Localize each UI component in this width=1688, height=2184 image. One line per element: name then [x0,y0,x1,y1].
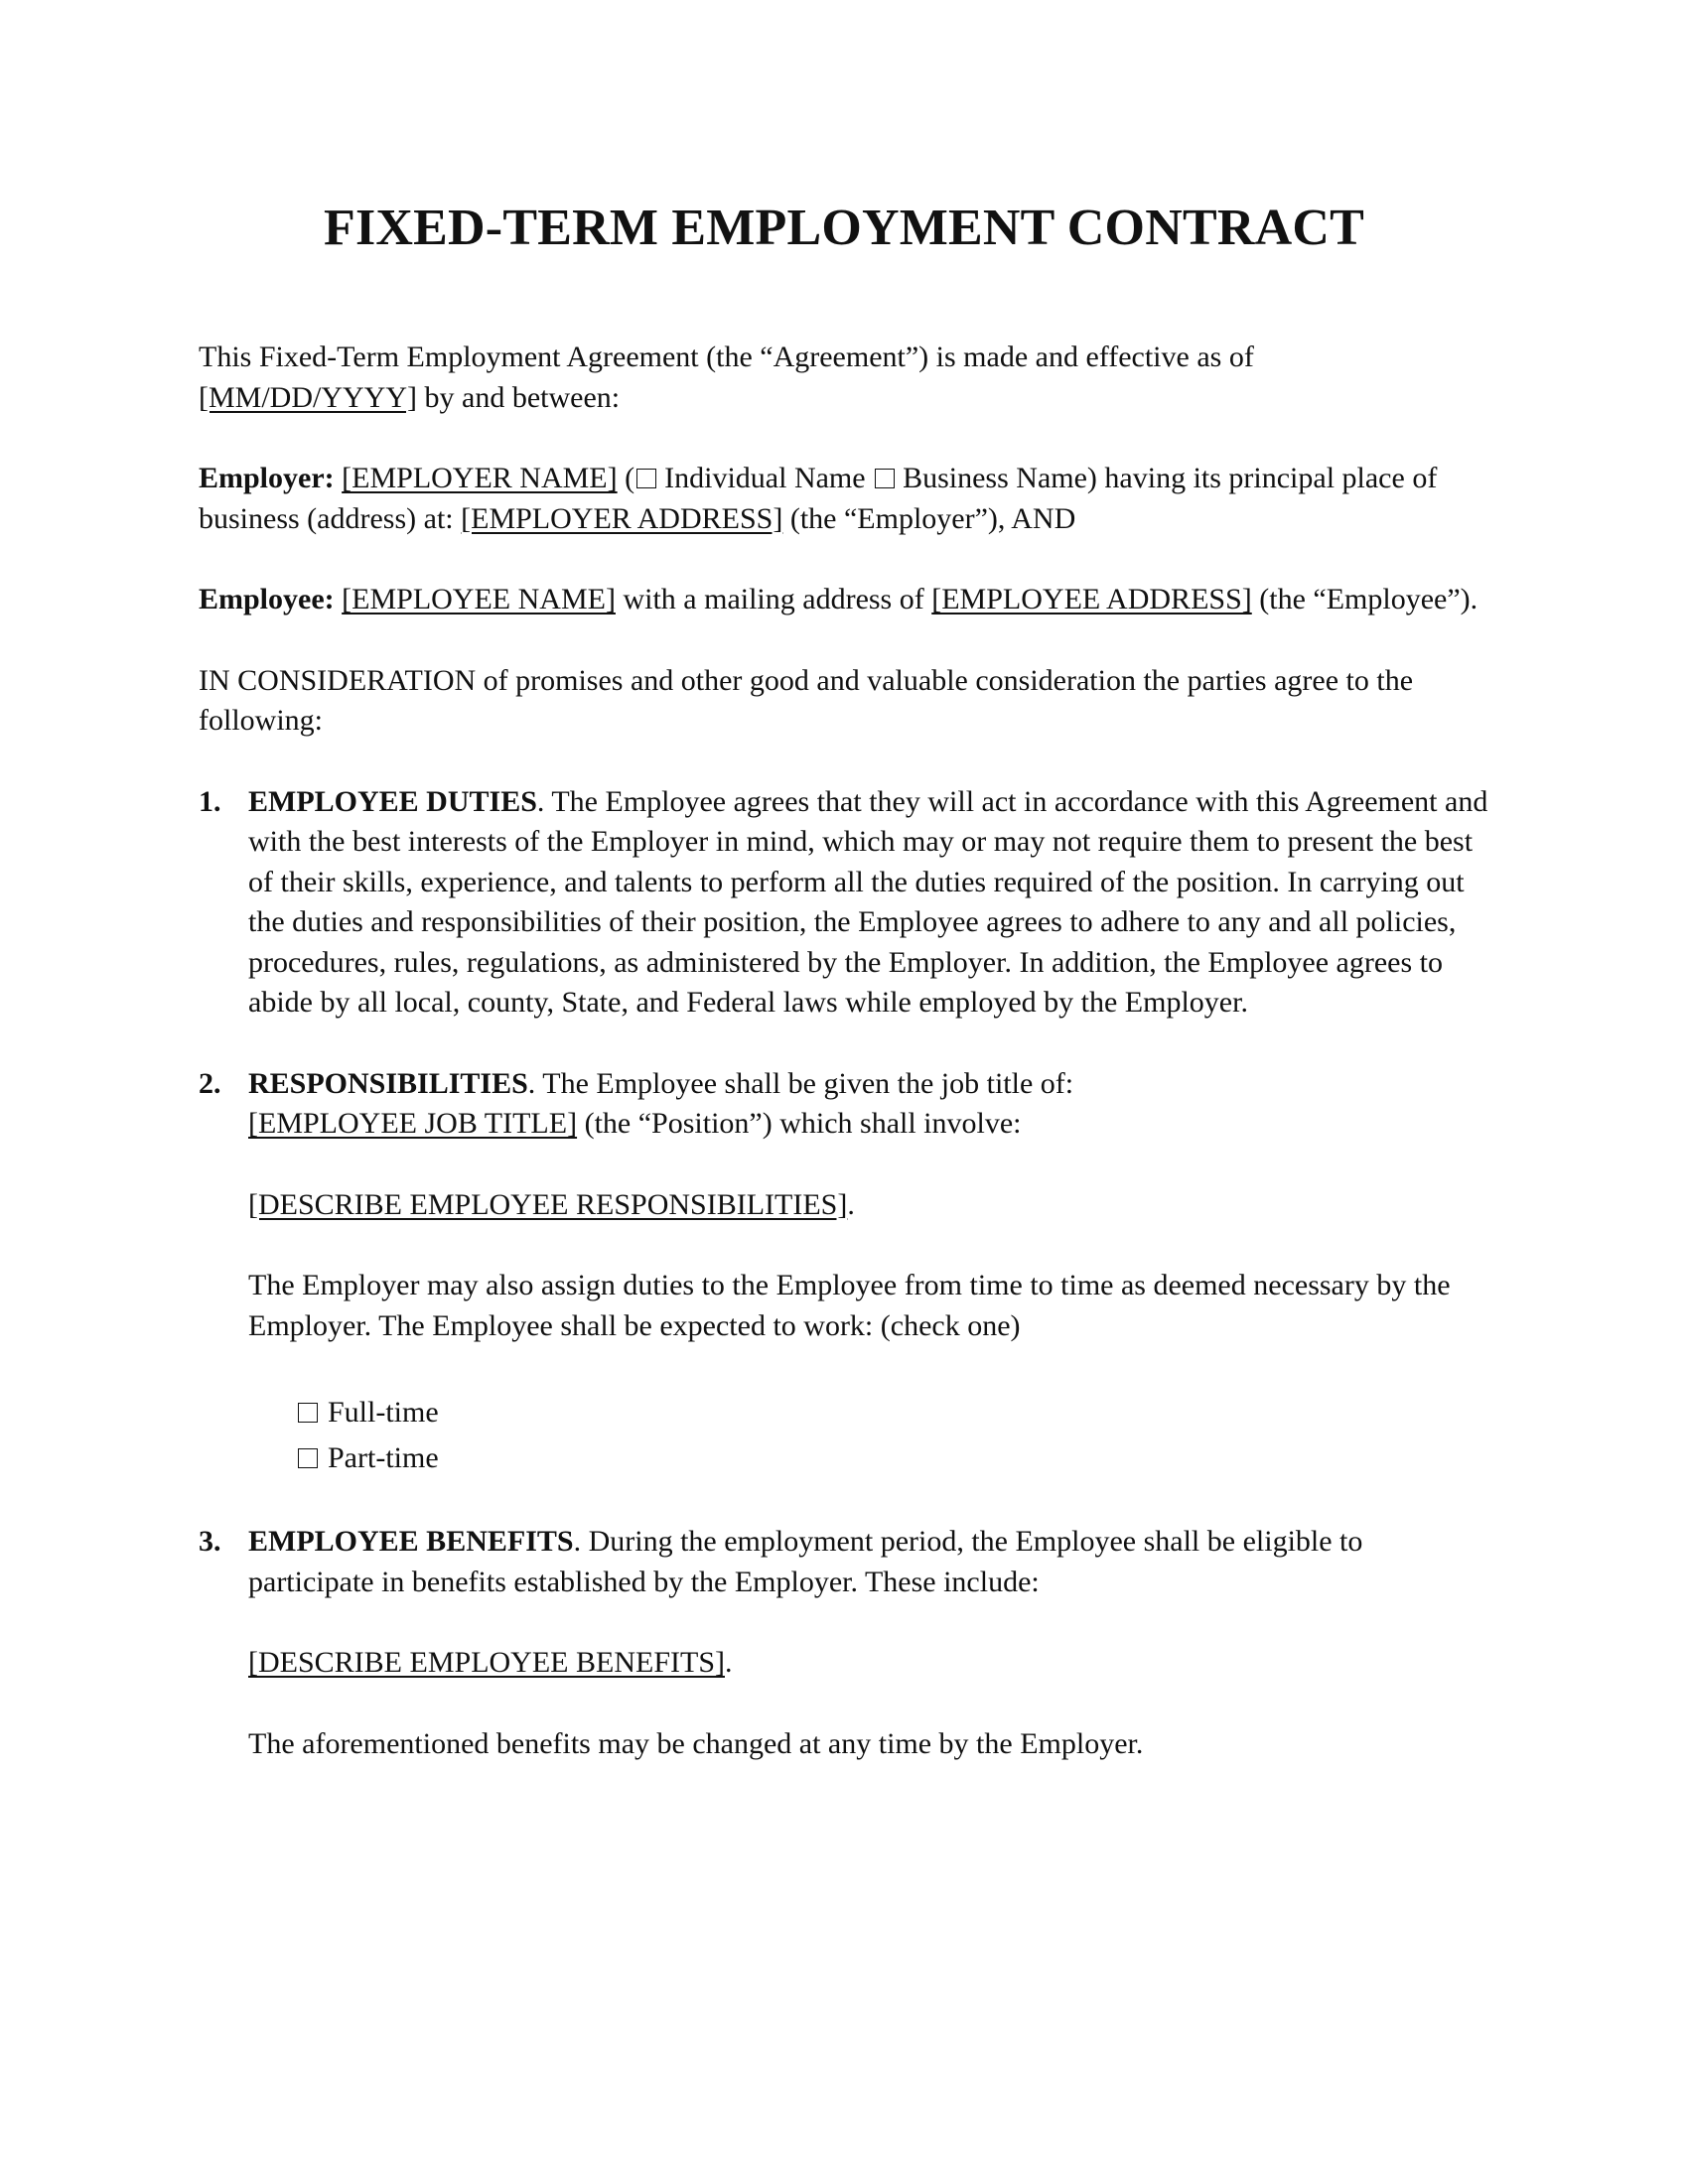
section-body: . The Employee shall be given the job title of: [527,1066,1074,1100]
section-number: 3. [199,1525,221,1558]
business-name-label: Business Name [903,462,1087,494]
full-time-label: Full-time [328,1396,439,1429]
employer-label: Employer: [199,462,335,494]
section-text [248,782,1489,1024]
individual-name-label: Individual Name [664,462,866,494]
responsibilities-placeholder[interactable]: [DESCRIBE EMPLOYEE RESPONSIBILITIES] [248,1187,848,1221]
business-name-checkbox[interactable] [875,469,895,488]
benefits-closing: The aforementioned benefits may be changed at any time by the Employer. [248,1726,1144,1760]
section-body: . During the employment period, the Employee shall be eligible to participate in benefits established by the Employer. These include: [248,1525,1363,1598]
employee-text-mid: with a mailing address of [615,583,932,615]
intro-paragraph [199,338,1489,418]
section-heading: RESPONSIBILITIES [248,1066,528,1100]
date-placeholder[interactable]: [MM/DD/YYYY] [199,380,417,414]
employer-name-placeholder[interactable]: [EMPLOYER NAME] [342,462,618,494]
section-employee-duties [199,782,1489,1024]
employee-text-end: (the “Employee”). [1251,583,1478,615]
employee-label: Employee: [199,583,335,615]
section-responsibilities [199,1064,1489,1482]
employer-open-paren: ( [617,462,635,494]
section-heading: EMPLOYEE DUTIES [248,784,537,818]
work-type-paragraph: The Employer may also assign duties to the Employee from time to time as deemed necessary by the Employer. The Employee shall be expected to work: (check one) [248,1269,1451,1342]
employee-name-placeholder[interactable]: [EMPLOYEE NAME] [342,583,616,615]
section-body: . The Employee agrees that they will act in accordance with this Agreement and with the best interests of the Employer in mind, which may or may not require them to present the best of their skills, experience, and talents to perform all the duties required of the position. In carrying out the duties and responsibilities of their position, the Employee agrees to adhere to any and all policies, procedures, rules, regulations, as administered by the Employer. In addition, the Employee agrees to abide by all local, county, State, and Federal laws while employed by the Employer. [248,784,1488,1019]
employer-text-mid: ) having its principal place of business (address) at: [199,462,1438,535]
section-text [248,1522,1489,1602]
employee-address-placeholder[interactable]: [EMPLOYEE ADDRESS] [931,583,1252,615]
part-time-checkbox[interactable] [298,1448,318,1468]
consideration-paragraph: IN CONSIDERATION of promises and other good and valuable consideration the parties agree to the following: [199,663,1414,737]
document-body [199,338,1489,1805]
section-number: 1. [199,784,221,818]
employer-paragraph [199,459,1489,539]
section-text [248,1064,1489,1145]
intro-text-after: by and between: [417,380,621,414]
option-full-time[interactable] [298,1390,1489,1435]
part-time-label: Part-time [328,1441,439,1474]
job-title-placeholder[interactable]: [EMPLOYEE JOB TITLE] [248,1107,578,1140]
work-type-options [248,1390,1489,1481]
section-heading: EMPLOYEE BENEFITS [248,1525,574,1558]
section-number: 2. [199,1066,221,1100]
section-employee-benefits [199,1522,1489,1764]
individual-name-checkbox[interactable] [636,469,656,488]
benefits-line [248,1643,1489,1684]
employee-paragraph [199,580,1489,620]
full-time-checkbox[interactable] [298,1403,318,1423]
job-title-after: (the “Position”) which shall involve: [577,1107,1022,1140]
employer-text-end: (the “Employer”), AND [782,501,1076,535]
benefits-placeholder[interactable]: [DESCRIBE EMPLOYEE BENEFITS] [248,1646,725,1679]
benefits-after: . [725,1646,733,1679]
option-part-time[interactable] [298,1435,1489,1481]
document-title: FIXED-TERM EMPLOYMENT CONTRACT [324,200,1364,256]
responsibilities-line [248,1185,1489,1226]
responsibilities-after: . [847,1187,855,1221]
employer-address-placeholder[interactable]: [EMPLOYER ADDRESS] [461,501,783,535]
intro-text: This Fixed-Term Employment Agreement (the “Agreement”) is made and effective as of [199,341,1254,373]
